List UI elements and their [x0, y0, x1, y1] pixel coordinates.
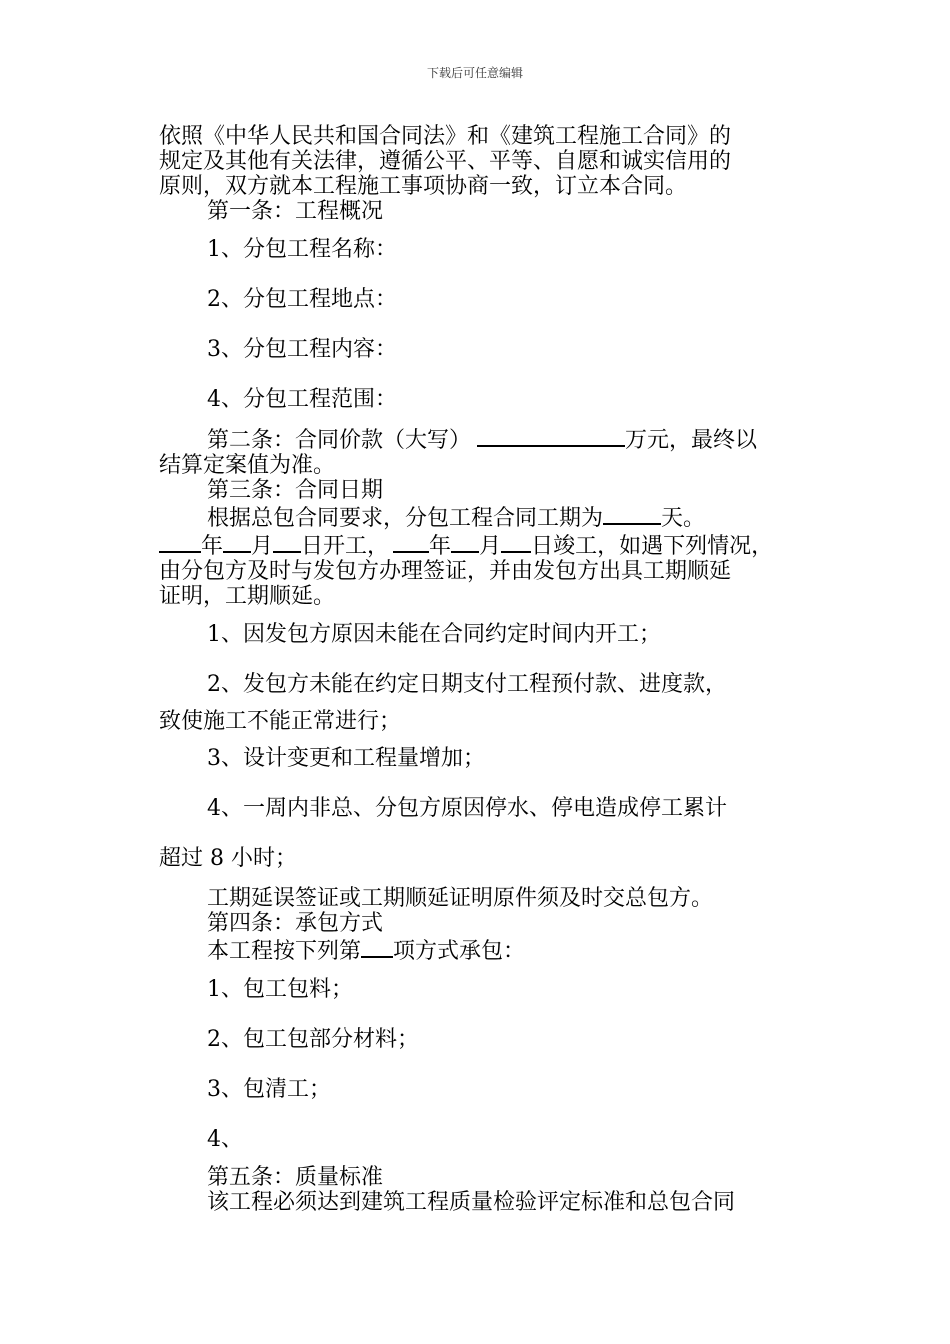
end-month-blank	[451, 531, 479, 553]
method-item: 3、包清工；	[207, 1077, 331, 1102]
intro-line: 原则，双方就本工程施工事项协商一致，订立本合同。	[159, 174, 688, 199]
method-blank	[361, 936, 393, 958]
method-item: 1、包工包料；	[207, 977, 353, 1002]
article-4-title: 第四条：承包方式	[207, 911, 384, 936]
month-label: 月	[479, 534, 502, 559]
article-5-line: 该工程必须达到建筑工程质量检验评定标准和总包合同	[207, 1190, 736, 1215]
condition-item: 4、一周内非总、分包方原因停水、停电造成停工累计	[207, 796, 727, 821]
end-year-blank	[393, 531, 429, 553]
duration-blank	[603, 503, 661, 525]
page-header-note: 下载后可任意编辑	[426, 66, 523, 80]
method-item: 4、	[207, 1127, 243, 1152]
price-unit: 万元，最终以	[625, 428, 758, 453]
method-text: 本工程按下列第	[207, 939, 362, 964]
intro-line: 依照《中华人民共和国合同法》和《建筑工程施工合同》的	[159, 124, 732, 149]
article-3-line: 证明，工期顺延。	[159, 584, 336, 609]
article-3-line	[159, 503, 799, 531]
start-label: 日开工，	[301, 534, 390, 559]
article-1-item: 4、分包工程范围：	[207, 387, 397, 412]
delay-note: 工期延误签证或工期顺延证明原件须及时交总包方。	[207, 886, 714, 911]
year-label: 年	[429, 534, 452, 559]
article-2-line: 结算定案值为准。	[159, 453, 336, 478]
article-4-line	[159, 936, 799, 964]
article-2-line	[159, 425, 799, 453]
condition-item-cont: 超过 8 小时；	[159, 846, 297, 871]
month-label: 月	[251, 534, 274, 559]
article-1-item: 2、分包工程地点：	[207, 287, 397, 312]
end-label: 日竣工，如遇下列情况，	[531, 534, 774, 559]
start-year-blank	[159, 531, 201, 553]
date-line	[159, 531, 799, 559]
contract-body	[159, 124, 799, 1215]
article-1-item: 1、分包工程名称：	[207, 237, 397, 262]
duration-text: 根据总包合同要求，分包工程合同工期为	[207, 506, 604, 531]
condition-item: 2、发包方未能在约定日期支付工程预付款、进度款，	[207, 672, 727, 697]
article-1-item: 3、分包工程内容：	[207, 337, 397, 362]
article-3-title: 第三条：合同日期	[207, 478, 384, 503]
condition-item-cont: 致使施工不能正常进行；	[159, 709, 402, 734]
article-3-line: 由分包方及时与发包方办理签证，并由发包方出具工期顺延	[159, 559, 732, 584]
method-item: 2、包工包部分材料；	[207, 1027, 419, 1052]
intro-line: 规定及其他有关法律，遵循公平、平等、自愿和诚实信用的	[159, 149, 732, 174]
method-text-end: 项方式承包：	[393, 939, 526, 964]
end-day-blank	[501, 531, 531, 553]
year-label: 年	[201, 534, 224, 559]
condition-item: 1、因发包方原因未能在合同约定时间内开工；	[207, 622, 661, 647]
article-2-label: 第二条：合同价款（大写）	[207, 428, 472, 453]
start-month-blank	[223, 531, 251, 553]
article-5-title: 第五条：质量标准	[207, 1165, 384, 1190]
price-blank	[477, 425, 625, 447]
condition-item: 3、设计变更和工程量增加；	[207, 746, 485, 771]
start-day-blank	[273, 531, 301, 553]
article-1-title: 第一条：工程概况	[207, 199, 384, 224]
duration-unit: 天。	[661, 506, 706, 531]
